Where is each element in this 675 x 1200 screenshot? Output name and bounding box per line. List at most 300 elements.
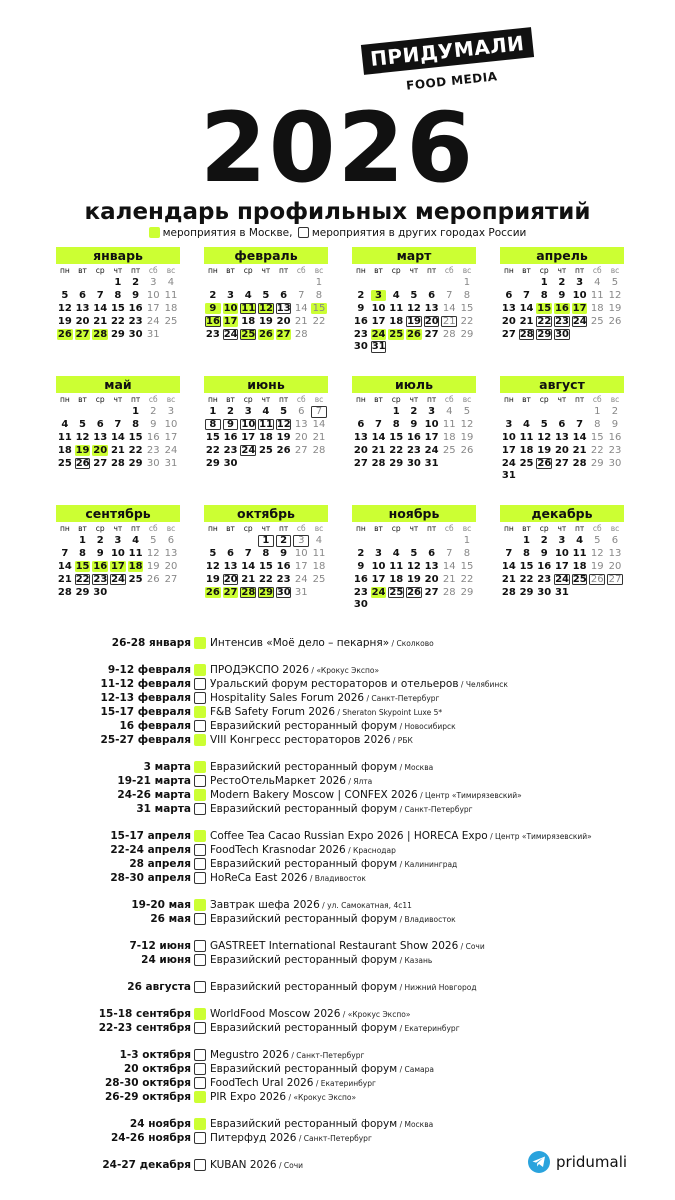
- day-cell: 24: [371, 586, 386, 598]
- day-cell: 5: [594, 535, 601, 546]
- day-cell: 1: [209, 406, 217, 417]
- month-name: январь: [56, 247, 180, 264]
- event-title: PIR Expo 2026: [210, 1091, 287, 1103]
- event-date: 24-26 марта: [117, 789, 191, 801]
- event-title: Евразийский ресторанный форум: [210, 913, 398, 925]
- event-date: 24 июня: [141, 954, 191, 966]
- week-row: [500, 406, 624, 419]
- day-cell: 3: [576, 277, 584, 288]
- weekday-label: вс: [462, 266, 472, 275]
- weekday-label: пн: [503, 524, 514, 533]
- event-row: [0, 871, 675, 885]
- day-cell: 2: [227, 406, 235, 417]
- week-row: [204, 419, 328, 432]
- day-cell: 1: [463, 535, 471, 546]
- event-place: / Санкт-Петербург: [397, 805, 473, 814]
- day-cell: 17: [241, 431, 256, 443]
- day-cell: 15: [75, 560, 90, 572]
- event-date: 20 октября: [123, 1063, 191, 1075]
- day-cell: 28: [294, 328, 308, 340]
- legend-moscow-label: мероприятия в Москве,: [162, 227, 293, 239]
- day-cell: 17: [572, 302, 587, 314]
- day-cell: 27: [424, 328, 439, 340]
- day-cell: 23: [608, 444, 622, 456]
- day-cell: 19: [146, 560, 160, 572]
- week-row: [352, 587, 476, 600]
- day-cell: 24: [164, 444, 178, 456]
- event-row: [0, 1007, 675, 1021]
- day-cell: 27: [554, 457, 569, 469]
- day-cell: 28: [572, 457, 587, 469]
- event-date: 26 мая: [150, 913, 191, 925]
- day-cell: 4: [262, 406, 270, 417]
- day-cell: 20: [424, 573, 439, 585]
- event-info: [210, 760, 433, 775]
- day-cell: 2: [357, 547, 365, 559]
- day-cell: 25: [389, 586, 404, 598]
- weekday-label: пт: [278, 395, 289, 404]
- event-place: / Краснодар: [345, 846, 396, 855]
- event-row: [0, 1090, 675, 1104]
- day-cell: 7: [298, 289, 305, 301]
- event-title: Интенсив «Моё дело – пекарня»: [210, 637, 390, 649]
- event-title: HoReCa East 2026: [210, 872, 308, 884]
- week-row: [204, 290, 328, 303]
- event-title: GASTREET International Restaurant Show 2026: [210, 940, 459, 952]
- day-cell: 5: [410, 289, 418, 301]
- week-row: [56, 458, 180, 471]
- event-row: [0, 719, 675, 733]
- day-cell: 10: [371, 302, 386, 314]
- day-cell: 13: [276, 302, 291, 314]
- day-cell: 7: [576, 418, 584, 430]
- event-place: / «Крокус Экспо»: [286, 1093, 357, 1102]
- day-cell: 24: [294, 573, 308, 585]
- event-title: Евразийский ресторанный форум: [210, 858, 398, 870]
- day-cell: 15: [110, 302, 125, 314]
- week-row: [352, 316, 476, 329]
- day-cell: 22: [389, 444, 404, 456]
- month-name: декабрь: [500, 505, 624, 522]
- week-row: [204, 316, 328, 329]
- day-cell: 28: [501, 586, 516, 598]
- event-title: Coffee Tea Cacao Russian Expo 2026 | HORECA Expo: [210, 830, 488, 842]
- day-cell: 5: [463, 406, 471, 417]
- day-cell: 6: [280, 289, 288, 301]
- day-cell: 9: [96, 547, 104, 559]
- day-cell: 1: [392, 406, 400, 417]
- event-title: Hospitality Sales Forum 2026: [210, 692, 365, 704]
- week-row: [500, 445, 624, 458]
- day-cell: 4: [446, 406, 453, 417]
- day-cell: 6: [428, 289, 436, 301]
- weekday-label: пт: [574, 524, 585, 533]
- event-date: 24 ноября: [129, 1118, 191, 1130]
- day-cell: 11: [442, 418, 456, 430]
- day-cell: 11: [389, 302, 404, 314]
- day-cell: 8: [392, 418, 400, 430]
- day-cell: 2: [611, 406, 619, 417]
- day-cell: 26: [537, 457, 552, 469]
- day-cell: 8: [523, 547, 531, 559]
- weekday-label: пт: [426, 524, 437, 533]
- day-cell: 10: [164, 418, 178, 430]
- weekday-label: сб: [296, 524, 306, 533]
- week-row: [352, 419, 476, 432]
- day-cell: 4: [392, 547, 400, 559]
- day-cell: 23: [555, 315, 569, 327]
- week-row: [204, 432, 328, 445]
- day-cell: 18: [312, 560, 326, 572]
- day-cell: 2: [558, 277, 566, 288]
- event-info: [210, 1131, 372, 1146]
- day-cell: 4: [594, 277, 601, 288]
- other-city-marker: [194, 981, 206, 993]
- day-cell: 29: [590, 457, 604, 469]
- weekday-label: чт: [409, 395, 419, 404]
- day-cell: 14: [312, 418, 326, 430]
- event-row: [0, 898, 675, 912]
- event-info: [210, 1007, 410, 1022]
- day-cell: 29: [75, 586, 90, 598]
- weekday-label: вс: [314, 266, 324, 275]
- day-cell: 1: [132, 406, 140, 417]
- event-row: [0, 760, 675, 774]
- weekday-label: пн: [207, 524, 218, 533]
- weekday-label: чт: [409, 524, 419, 533]
- event-row: [0, 802, 675, 816]
- day-cell: 27: [276, 328, 291, 340]
- month-2: [204, 247, 328, 341]
- day-cell: 11: [590, 289, 604, 301]
- logo-wordmark: ПРИДУМАЛИ: [361, 27, 534, 75]
- day-cell: 12: [406, 302, 421, 314]
- event-date: 15-18 сентября: [98, 1008, 191, 1020]
- day-cell: 2: [540, 535, 548, 546]
- event-place: / Центр «Тимирязевский»: [487, 832, 592, 841]
- page-subtitle: календарь профильных мероприятий: [84, 199, 591, 225]
- day-cell: 8: [132, 418, 140, 430]
- day-cell: 5: [280, 406, 288, 417]
- day-cell: 23: [128, 315, 143, 327]
- week-row: [56, 535, 180, 548]
- event-title: Евразийский ресторанный форум: [210, 761, 398, 773]
- day-cell: 26: [205, 586, 220, 598]
- event-info: [210, 829, 592, 844]
- event-info: [210, 802, 473, 817]
- day-cell: 9: [132, 289, 140, 301]
- event-place: / Ялта: [345, 777, 373, 786]
- day-cell: 5: [611, 277, 619, 288]
- day-cell: 13: [424, 302, 439, 314]
- day-cell: 25: [258, 444, 273, 456]
- month-5: [56, 376, 180, 470]
- month-name: май: [56, 376, 180, 393]
- day-cell: 10: [371, 560, 386, 572]
- week-row: [56, 419, 180, 432]
- day-cell: 19: [205, 573, 220, 585]
- day-cell: 28: [442, 328, 456, 340]
- month-10: [204, 505, 328, 599]
- day-cell: 23: [93, 573, 108, 585]
- day-cell: 30: [223, 457, 238, 469]
- day-cell: 29: [205, 457, 220, 469]
- day-cell: 1: [315, 277, 323, 288]
- day-cell: 28: [371, 457, 386, 469]
- day-cell: 18: [590, 302, 604, 314]
- day-cell: 21: [442, 315, 456, 327]
- day-cell: 12: [205, 560, 220, 572]
- week-row: [56, 587, 180, 600]
- month-name: октябрь: [204, 505, 328, 522]
- other-city-marker: [194, 1063, 206, 1075]
- week-row: [56, 277, 180, 290]
- event-place: / Новосибирск: [397, 722, 456, 731]
- day-cell: 28: [519, 328, 534, 340]
- event-title: Евразийский ресторанный форум: [210, 1118, 398, 1130]
- week-row: [500, 277, 624, 290]
- event-place: / Екатеринбург: [397, 1024, 460, 1033]
- event-info: [210, 898, 412, 913]
- event-info: [210, 980, 477, 995]
- day-cell: 29: [519, 586, 534, 598]
- event-row: [0, 980, 675, 994]
- day-cell: 21: [294, 315, 308, 327]
- weekday-label: пт: [574, 395, 585, 404]
- day-cell: 30: [146, 457, 160, 469]
- event-date: 26-29 октября: [105, 1091, 191, 1103]
- weekday-label: чт: [261, 395, 271, 404]
- week-row: [204, 561, 328, 574]
- day-cell: 9: [223, 419, 239, 431]
- day-cell: 27: [424, 586, 439, 598]
- day-cell: 9: [357, 302, 365, 314]
- day-cell: 25: [57, 457, 72, 469]
- event-date: 26 августа: [127, 981, 191, 993]
- moscow-marker: [194, 637, 206, 649]
- day-cell: 19: [407, 315, 421, 327]
- other-city-marker: [194, 720, 206, 732]
- week-row: [56, 548, 180, 561]
- day-cell: 3: [293, 535, 309, 547]
- day-cell: 20: [501, 315, 516, 327]
- day-cell: 27: [164, 573, 178, 585]
- day-cell: 13: [294, 418, 308, 430]
- day-cell: 1: [540, 277, 548, 288]
- event-place: / Санкт-Петербург: [289, 1051, 365, 1060]
- day-cell: 26: [57, 328, 72, 340]
- day-cell: 18: [442, 431, 456, 443]
- event-info: [210, 871, 366, 886]
- week-row: [204, 574, 328, 587]
- week-row: [56, 406, 180, 419]
- day-cell: 8: [540, 289, 548, 301]
- event-row: [0, 663, 675, 677]
- week-row: [352, 458, 476, 471]
- day-cell: 30: [537, 586, 552, 598]
- weekday-label: ср: [539, 524, 549, 533]
- event-row: [0, 1062, 675, 1076]
- day-cell: 6: [167, 535, 175, 546]
- day-cell: 20: [353, 444, 368, 456]
- day-cell: 6: [611, 535, 619, 546]
- day-cell: 14: [371, 431, 386, 443]
- day-cell: 27: [223, 586, 238, 598]
- day-cell: 21: [572, 444, 587, 456]
- month-name: август: [500, 376, 624, 393]
- day-cell: 27: [93, 457, 108, 469]
- weekday-label: вт: [522, 524, 531, 533]
- day-cell: 7: [96, 289, 104, 301]
- day-cell: 19: [608, 302, 622, 314]
- event-title: Евразийский ресторанный форум: [210, 1022, 398, 1034]
- event-info: [210, 939, 485, 954]
- week-row: [352, 329, 476, 342]
- day-cell: 17: [554, 560, 569, 572]
- day-cell: 3: [167, 406, 175, 417]
- weekday-header: [204, 522, 328, 535]
- day-cell: 9: [540, 547, 548, 559]
- week-row: [500, 574, 624, 587]
- weekday-label: ср: [243, 266, 253, 275]
- weekday-label: сб: [296, 395, 306, 404]
- event-info: [210, 788, 522, 803]
- day-cell: 23: [146, 444, 160, 456]
- day-cell: 8: [463, 547, 471, 559]
- day-cell: 13: [424, 560, 439, 572]
- day-cell: 14: [519, 302, 534, 314]
- month-3: [352, 247, 476, 354]
- event-place: / «Крокус Экспо»: [340, 1010, 411, 1019]
- day-cell: 7: [311, 406, 327, 418]
- day-cell: 20: [223, 573, 238, 585]
- legend-other-label: мероприятия в других городах России: [311, 227, 527, 239]
- event-info: [210, 1158, 303, 1173]
- day-cell: 6: [558, 418, 566, 430]
- brand-logo: [362, 30, 526, 100]
- event-place: / Санкт-Петербург: [296, 1134, 372, 1143]
- weekday-label: вт: [374, 395, 383, 404]
- day-cell: 15: [537, 302, 552, 314]
- event-title: FoodTech Krasnodar 2026: [210, 844, 346, 856]
- day-cell: 26: [590, 573, 604, 585]
- day-cell: 18: [57, 444, 72, 456]
- day-cell: 17: [164, 431, 178, 443]
- day-cell: 3: [375, 547, 383, 559]
- event-row: [0, 1048, 675, 1062]
- day-cell: 26: [407, 586, 421, 598]
- event-info: [210, 719, 456, 734]
- day-cell: 21: [110, 444, 125, 456]
- day-cell: 5: [61, 289, 69, 301]
- weekday-header: [56, 264, 180, 277]
- day-cell: 25: [164, 315, 178, 327]
- weekday-label: вт: [374, 524, 383, 533]
- day-cell: 30: [353, 341, 368, 353]
- day-cell: 14: [241, 560, 256, 572]
- day-cell: 3: [371, 290, 387, 302]
- weekday-label: ср: [95, 266, 105, 275]
- day-cell: 10: [223, 302, 238, 314]
- day-cell: 31: [554, 586, 569, 598]
- event-title: Евразийский ресторанный форум: [210, 803, 398, 815]
- other-city-marker: [194, 954, 206, 966]
- weekday-label: чт: [113, 266, 123, 275]
- event-title: Завтрак шефа 2026: [210, 899, 320, 911]
- week-row: [500, 432, 624, 445]
- day-cell: 21: [442, 573, 456, 585]
- event-title: Megustro 2026: [210, 1049, 289, 1061]
- other-city-marker: [194, 1159, 206, 1171]
- weekday-label: сб: [592, 266, 602, 275]
- day-cell: 20: [93, 444, 108, 456]
- week-row: [352, 303, 476, 316]
- week-row: [500, 419, 624, 432]
- month-name: июнь: [204, 376, 328, 393]
- event-info: [210, 733, 413, 748]
- day-cell: 12: [259, 302, 273, 314]
- event-title: Евразийский ресторанный форум: [210, 981, 398, 993]
- day-cell: 2: [410, 406, 418, 417]
- day-cell: 28: [241, 586, 256, 598]
- event-title: Евразийский ресторанный форум: [210, 954, 398, 966]
- weekday-header: [352, 264, 476, 277]
- day-cell: 6: [428, 547, 436, 559]
- page-title-year: 2026: [199, 92, 476, 204]
- week-row: [352, 561, 476, 574]
- event-date: 15-17 февраля: [100, 706, 191, 718]
- day-cell: 13: [93, 431, 108, 443]
- day-cell: 20: [608, 560, 622, 572]
- day-cell: 9: [357, 560, 365, 572]
- day-cell: 18: [241, 315, 256, 327]
- week-row: [56, 432, 180, 445]
- weekday-label: пн: [59, 395, 70, 404]
- day-cell: 14: [110, 431, 125, 443]
- day-cell: 16: [554, 302, 569, 314]
- month-11: [352, 505, 476, 612]
- weekday-label: ср: [391, 395, 401, 404]
- day-cell: 27: [501, 328, 516, 340]
- event-row: [0, 1117, 675, 1131]
- day-cell: 29: [128, 457, 143, 469]
- footer-handle[interactable]: pridumali: [556, 1153, 628, 1171]
- day-cell: 12: [590, 547, 604, 559]
- day-cell: 22: [460, 315, 474, 327]
- day-cell: 13: [501, 302, 516, 314]
- day-cell: 17: [223, 315, 238, 327]
- day-cell: 13: [353, 431, 368, 443]
- weekday-label: ср: [95, 524, 105, 533]
- day-cell: 31: [294, 586, 308, 598]
- weekday-label: вт: [522, 266, 531, 275]
- event-row: [0, 677, 675, 691]
- week-row: [500, 303, 624, 316]
- event-row: [0, 953, 675, 967]
- week-row: [204, 406, 328, 419]
- week-row: [56, 290, 180, 303]
- day-cell: 22: [519, 573, 534, 585]
- day-cell: 29: [460, 586, 474, 598]
- day-cell: 7: [114, 418, 122, 430]
- event-date: 15-17 апреля: [110, 830, 191, 842]
- day-cell: 16: [206, 315, 220, 327]
- telegram-icon[interactable]: [528, 1151, 550, 1173]
- week-row: [352, 277, 476, 290]
- weekday-label: ср: [391, 524, 401, 533]
- day-cell: 23: [353, 328, 368, 340]
- weekday-label: пт: [574, 266, 585, 275]
